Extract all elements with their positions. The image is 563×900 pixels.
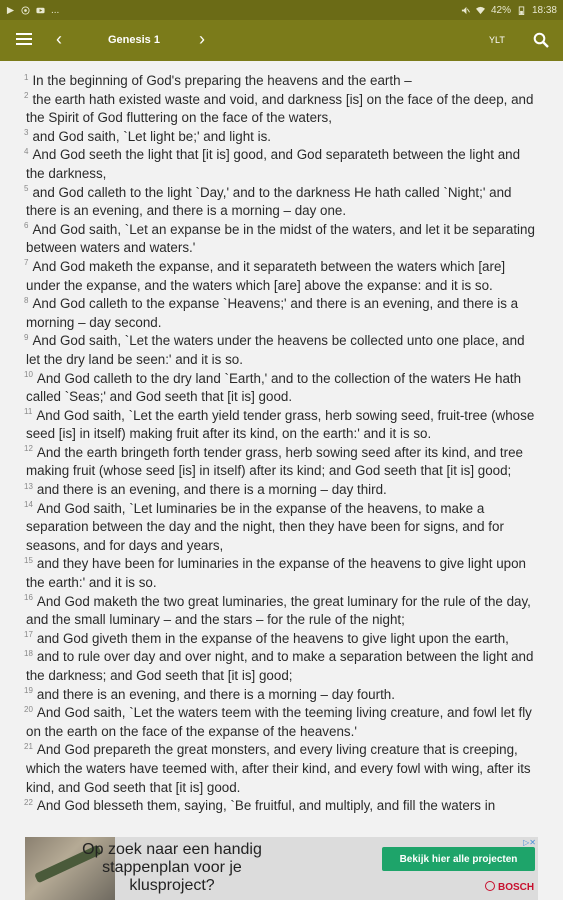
- verse-number: 20: [24, 704, 33, 714]
- play-store-icon: [6, 6, 15, 15]
- verse-number: 12: [24, 444, 33, 454]
- verse-number: 7: [24, 258, 29, 268]
- youtube-icon: [36, 6, 45, 15]
- verse-text: And God calleth to the dry land `Earth,' and to the collection of the waters He hath called `Seas;' and God seeth that [it is] good.: [26, 370, 522, 405]
- target-icon: [21, 6, 30, 15]
- verse-number: 1: [24, 72, 29, 82]
- verse-number: 19: [24, 686, 33, 696]
- ad-brand-name: BOSCH: [498, 882, 535, 893]
- verse[interactable]: [26, 500, 537, 556]
- verse[interactable]: [26, 704, 537, 741]
- verse-text: And God seeth the light that [it is] good, and God separateth between the light and the darkness,: [26, 147, 521, 181]
- verse-number: 3: [24, 128, 29, 138]
- verse[interactable]: [26, 444, 537, 481]
- verse-text: In the beginning of God's preparing the heavens and the earth –: [32, 73, 412, 88]
- verse-number: 6: [24, 221, 29, 231]
- verse[interactable]: [26, 91, 537, 128]
- verse-text: And the earth bringeth forth tender grass, herb sowing seed after its kind, and tree making fruit (whose seed [is] in itself) after its kind; and God seeth that [it is] good;: [26, 444, 523, 479]
- verse[interactable]: [26, 128, 537, 147]
- ad-banner[interactable]: [25, 837, 538, 900]
- verse-number: 22: [24, 797, 33, 807]
- battery-percent: 42%: [490, 4, 511, 16]
- ad-brand: [485, 881, 534, 893]
- verse-text: the earth hath existed waste and void, and darkness [is] on the face of the deep, and the Spirit of God fluttering on the face of the waters,: [26, 91, 534, 126]
- verse-text: and they have been for luminaries in the expanse of the heavens to give light upon the earth:' and it is so.: [26, 556, 526, 591]
- verse[interactable]: [26, 481, 537, 500]
- ad-cta-button[interactable]: Bekijk hier alle projecten: [382, 847, 535, 871]
- verse-text: And God calleth to the expanse `Heavens;' and there is an evening, and there is a morning – day second.: [26, 296, 519, 330]
- verse[interactable]: [26, 630, 537, 649]
- verse-text: And God saith, `Let the earth yield tender grass, herb sowing seed, fruit-tree (whose seed [is] in itself) making fruit after its kind, on the earth:' and it is so.: [26, 407, 535, 442]
- menu-icon[interactable]: [16, 33, 32, 47]
- verse[interactable]: [26, 407, 537, 444]
- verse[interactable]: [26, 146, 537, 183]
- verse-number: 5: [24, 184, 29, 194]
- verse-number: 14: [24, 500, 33, 510]
- verse-text: And God maketh the two great luminaries, the great luminary for the rule of the day, and the small luminary – and the stars – for the rule of the night;: [26, 593, 531, 628]
- app-toolbar: [0, 20, 563, 61]
- verse-text: And God maketh the expanse, and it separateth between the waters which [are] under the expanse, and the waters which [are] above the expanse: and it is so.: [26, 258, 506, 293]
- verse-number: 21: [24, 741, 33, 751]
- wifi-icon: [476, 6, 485, 15]
- mute-icon: [461, 6, 470, 15]
- verse[interactable]: [26, 332, 537, 369]
- version-button[interactable]: YLT: [489, 35, 505, 45]
- verse-number: 4: [24, 146, 29, 156]
- verse[interactable]: [26, 184, 537, 221]
- verse-number: 2: [24, 91, 29, 101]
- verse-text: And God saith, `Let the waters teem with the teeming living creature, and fowl let fly on the earth on the face of the expanse of the heavens.': [26, 705, 532, 739]
- verse-text: And God saith, `Let an expanse be in the midst of the waters, and let it be separating between waters and waters.': [26, 221, 535, 256]
- verse-text: And God saith, `Let luminaries be in the expanse of the heavens, to make a separation between the day and the night, then they have been for signs, and for seasons, and for days and years,: [26, 500, 504, 553]
- verse[interactable]: [26, 258, 537, 295]
- verse-text: And God prepareth the great monsters, and every living creature that is creeping, which the waters have teemed with, after their kind, and every fowl with wing, after its kind, and God seeth that [it is] good.: [26, 742, 531, 795]
- status-time: 18:38: [531, 4, 557, 16]
- search-icon[interactable]: [533, 32, 549, 48]
- verse-number: 9: [24, 332, 29, 342]
- chevron-left-icon[interactable]: ‹: [56, 29, 62, 49]
- verse-text: and to rule over day and over night, and to make a separation between the light and the darkness; and God seeth that [it is] good;: [26, 649, 534, 683]
- status-left: [6, 5, 59, 16]
- verse[interactable]: [26, 593, 537, 630]
- bible-text[interactable]: [0, 61, 563, 836]
- ad-close-icon[interactable]: ▷✕: [523, 838, 536, 847]
- verse-number: 11: [24, 407, 33, 417]
- verse[interactable]: [26, 648, 537, 685]
- chapter-title[interactable]: Genesis 1: [108, 34, 160, 46]
- verse-text: and God saith, `Let light be;' and light is.: [32, 128, 271, 144]
- verse[interactable]: [26, 555, 537, 592]
- verse-number: 8: [24, 295, 29, 305]
- verse[interactable]: [26, 295, 537, 332]
- verse-number: 17: [24, 630, 33, 640]
- verse-text: and there is an evening, and there is a morning – day third.: [36, 482, 387, 498]
- verse-number: 15: [24, 555, 33, 565]
- verse[interactable]: [26, 221, 537, 258]
- verse-text: and God giveth them in the expanse of the heavens to give light upon the earth,: [36, 630, 509, 646]
- verse-number: 10: [24, 370, 33, 380]
- verse-text: and God calleth to the light `Day,' and to the darkness He hath called `Night;' and there is an evening, and there is a morning – day one.: [26, 184, 512, 219]
- status-right: [461, 5, 557, 16]
- verse[interactable]: [26, 370, 537, 407]
- status-dots: ...: [51, 4, 60, 16]
- bosch-logo-icon: [485, 881, 495, 891]
- verse-text: And God saith, `Let the waters under the heavens be collected unto one place, and let the dry land be seen:' and it is so.: [26, 333, 525, 367]
- status-bar: [0, 0, 563, 20]
- verse[interactable]: [26, 741, 537, 797]
- verse-number: 18: [24, 648, 33, 658]
- verse-number: 16: [24, 593, 33, 603]
- verse-text: and there is an evening, and there is a morning – day fourth.: [36, 686, 395, 702]
- verse[interactable]: [26, 797, 537, 816]
- verse-number: 13: [24, 481, 33, 491]
- chevron-right-icon[interactable]: ›: [199, 29, 205, 49]
- ad-headline: Op zoek naar een handig stappenplan voor je klusproject?: [82, 841, 262, 894]
- verse[interactable]: [26, 686, 537, 705]
- verse[interactable]: [26, 72, 537, 91]
- battery-icon: [517, 6, 526, 15]
- verse-text: And God blesseth them, saying, `Be fruitful, and multiply, and fill the waters in: [36, 798, 496, 814]
